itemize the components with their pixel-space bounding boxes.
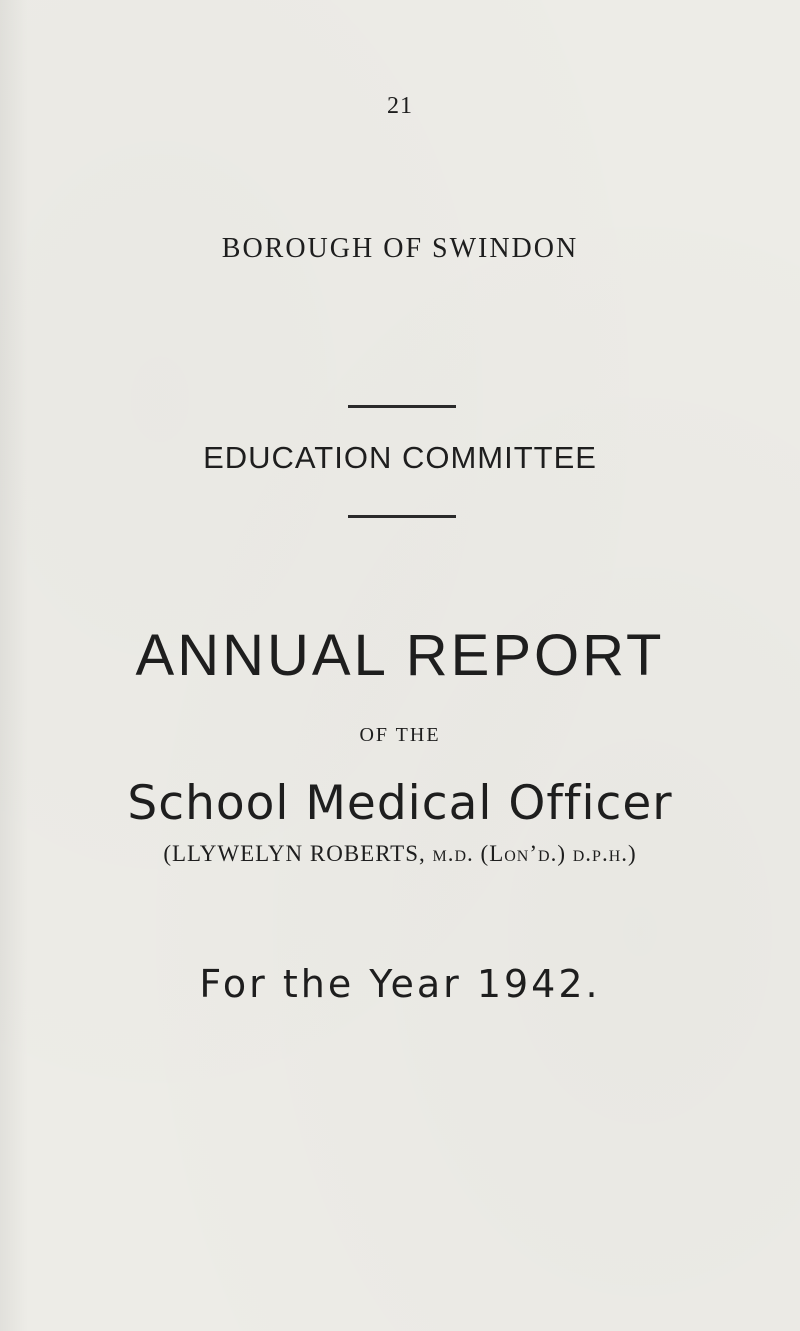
committee-heading: EDUCATION COMMITTEE — [203, 440, 597, 475]
report-period: For the Year 1942. — [199, 962, 601, 1006]
author-degree-md: m.d. — [432, 841, 474, 866]
divider-rule-bottom — [348, 515, 456, 518]
author-name: (LLYWELYN ROBERTS, — [163, 841, 426, 866]
page-number: 21 — [387, 93, 413, 119]
author-line — [0, 841, 800, 867]
report-title: ANNUAL REPORT — [135, 623, 665, 688]
author-degree-dph: d.p.h.) — [572, 841, 637, 866]
borough-heading: BOROUGH OF SWINDON — [221, 233, 579, 264]
report-subject: School Medical Officer — [127, 776, 673, 831]
author-affiliation: (Lon’d.) — [480, 841, 566, 866]
divider-rule-top — [348, 405, 456, 408]
title-connector: OF THE — [359, 724, 441, 746]
